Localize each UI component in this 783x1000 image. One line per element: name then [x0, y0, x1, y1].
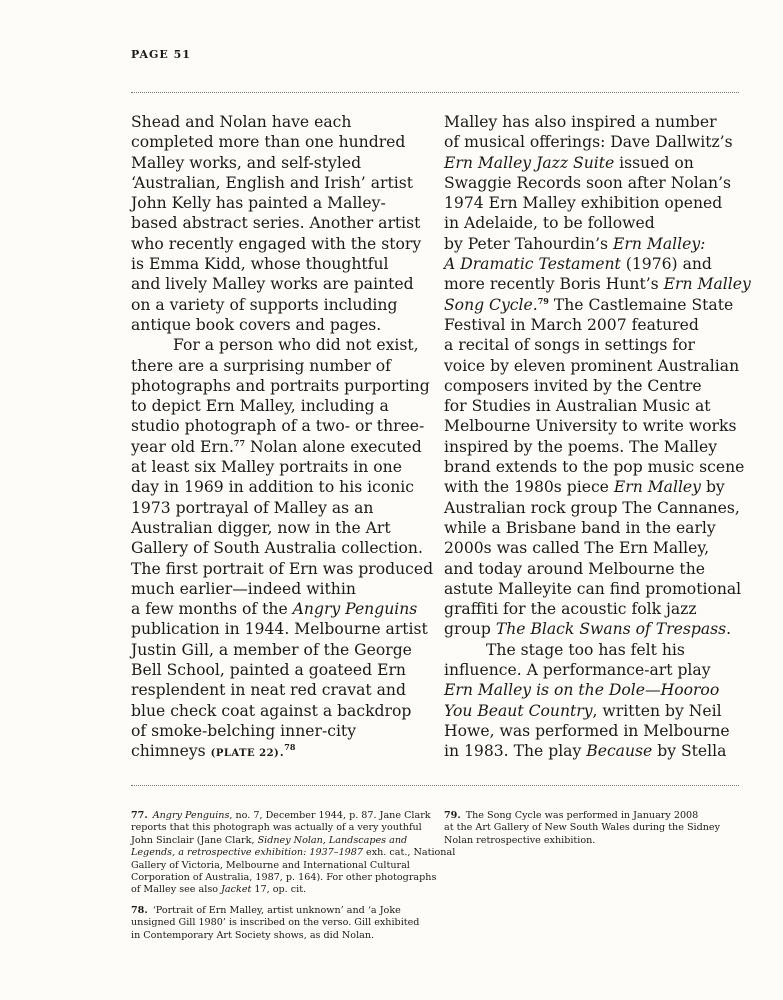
text-line — [131, 884, 421, 896]
line-text: at the Art Gallery of New South Wales during the Sidney — [444, 822, 721, 834]
line-text: Festival in March 2007 featured — [444, 315, 699, 334]
text-line — [131, 579, 411, 599]
text-line — [131, 356, 411, 376]
text-line — [131, 835, 421, 847]
line-text-tail: The Castlemaine State — [548, 295, 734, 314]
line-text: of Malley see also — [131, 884, 222, 896]
italic-title: Sidney Nolan, Landscapes and — [257, 834, 408, 846]
text-line — [131, 680, 411, 700]
line-text: by Peter Tahourdin’s — [444, 234, 614, 253]
text-line — [444, 234, 744, 254]
line-text: voice by eleven prominent Australian — [444, 356, 740, 375]
line-text: Malley works, and self-styled — [131, 153, 362, 172]
text-line — [131, 741, 411, 764]
line-text: a few months of the — [131, 600, 293, 619]
line-text-after: by Stella — [652, 742, 727, 761]
text-line — [444, 173, 744, 193]
text-line — [131, 518, 411, 538]
line-text: ‘Australian, English and Irish’ artist — [131, 173, 413, 192]
line-text: blue check coat against a backdrop — [131, 701, 412, 720]
line-text: based abstract series. Another artist — [131, 214, 421, 233]
line-text: a recital of songs in settings for — [444, 336, 695, 355]
text-line — [131, 234, 422, 254]
line-text: Gallery of Victoria, Melbourne and International Cultural — [131, 859, 410, 871]
line-text-after: . — [279, 742, 285, 761]
line-text: chimneys — [131, 742, 211, 761]
footnote — [444, 810, 744, 847]
line-text: 1973 portrayal of Malley as an — [131, 498, 374, 517]
text-line — [444, 315, 744, 335]
text-line — [131, 193, 411, 213]
text-line — [131, 213, 421, 233]
line-text: Gallery of South Australia collection. — [131, 539, 423, 558]
text-line — [444, 822, 744, 834]
text-line — [131, 905, 421, 917]
text-line — [444, 437, 744, 457]
line-text-after: by — [700, 478, 725, 497]
text-line — [131, 437, 422, 457]
line-text: Bell School, painted a goateed Ern — [131, 661, 406, 680]
plate-reference: (PLATE 22) — [210, 748, 280, 760]
footnote — [131, 905, 421, 942]
page-number: PAGE 51 — [131, 48, 191, 61]
text-line — [444, 810, 744, 822]
line-text-after: issued on — [614, 153, 694, 172]
left-text-column — [131, 112, 434, 765]
text-line — [131, 930, 421, 942]
text-line — [131, 847, 456, 859]
text-line — [131, 810, 431, 822]
text-line — [444, 701, 744, 721]
italic-title: You Beaut Country — [444, 701, 593, 720]
line-text: at least six Malley portraits in one — [131, 458, 402, 477]
text-line — [131, 619, 428, 639]
line-text-tail: Nolan alone executed — [245, 437, 422, 456]
line-text: and today around Melbourne the — [444, 559, 705, 578]
text-line — [444, 498, 744, 518]
text-line — [444, 477, 744, 497]
italic-title: Ern Malley Jazz Suite — [444, 153, 615, 172]
line-text: for Studies in Australian Music at — [444, 397, 711, 416]
text-line — [131, 660, 411, 680]
text-line — [131, 396, 411, 416]
text-line — [131, 701, 411, 721]
italic-title: Angry Penguins — [152, 810, 230, 821]
text-line — [444, 559, 744, 579]
line-text: on a variety of supports including — [131, 295, 398, 314]
line-text: 2000s was called The Ern Malley, — [444, 539, 710, 558]
text-line — [131, 315, 411, 335]
footnote-number: 78. — [131, 904, 148, 916]
text-line — [444, 295, 744, 315]
text-line — [131, 153, 411, 173]
text-line — [444, 335, 744, 355]
line-text: while a Brisbane band in the early — [444, 518, 716, 537]
text-line — [444, 376, 744, 396]
text-line — [131, 822, 421, 834]
line-text: much earlier—indeed within — [131, 579, 356, 598]
text-line — [131, 254, 411, 274]
line-text: Howe, was performed in Melbourne — [444, 721, 730, 740]
header-divider — [131, 92, 739, 93]
text-line — [444, 599, 744, 619]
italic-title: Ern Malley — [613, 478, 701, 497]
italic-title: Because — [586, 742, 653, 761]
line-text: in Adelaide, to be followed — [444, 214, 655, 233]
line-text: to depict Ern Malley, including a — [131, 397, 389, 416]
line-text-after: . — [532, 295, 538, 314]
text-line — [444, 835, 744, 847]
text-line — [131, 335, 419, 355]
italic-title: Ern Malley: — [613, 234, 706, 253]
line-text: of musical offerings: Dave Dallwitz’s — [444, 133, 733, 152]
line-text: brand extends to the pop music scene — [444, 458, 745, 477]
line-text: studio photograph of a two- or three- — [131, 417, 425, 436]
italic-title: The Black Swans of Trespass — [495, 620, 727, 639]
line-text: Nolan retrospective exhibition. — [444, 834, 596, 846]
footnote-divider — [131, 785, 739, 786]
text-line — [131, 721, 411, 741]
footnote-marker: 77 — [233, 437, 246, 448]
line-text: of smoke-belching inner-city — [131, 721, 357, 740]
line-text: group — [444, 620, 496, 639]
text-line — [444, 518, 744, 538]
line-text-after: , written by Neil — [592, 701, 722, 720]
text-line — [444, 193, 744, 213]
line-text: in Contemporary Art Society shows, as did Nolan. — [131, 929, 375, 941]
text-line — [131, 599, 418, 619]
line-text: graffiti for the acoustic folk jazz — [444, 600, 697, 619]
line-text: who recently engaged with the story — [131, 234, 422, 253]
footnote-marker: 78 — [284, 742, 296, 753]
text-line — [444, 396, 744, 416]
line-text: day in 1969 in addition to his iconic — [131, 478, 415, 497]
text-line — [131, 132, 411, 152]
text-line — [444, 274, 751, 294]
text-line — [131, 112, 411, 132]
text-line — [131, 538, 423, 558]
text-line — [444, 579, 744, 599]
line-text: John Sinclair (Jane Clark, — [131, 834, 258, 846]
text-line — [131, 559, 434, 579]
italic-title: Legends, a retrospective exhibition: 1937–1987 — [131, 847, 363, 859]
text-line — [444, 112, 744, 132]
text-line — [444, 254, 744, 274]
line-text: Shead and Nolan have each — [131, 113, 352, 131]
line-text: composers invited by the Centre — [444, 376, 702, 395]
text-line — [444, 153, 744, 173]
footnote-marker: 79 — [537, 295, 549, 306]
text-line — [131, 295, 411, 315]
line-text: is Emma Kidd, whose thoughtful — [131, 255, 389, 274]
text-line — [131, 416, 425, 436]
italic-title: Ern Malley is on the Dole—Hooroo — [444, 681, 720, 700]
text-line — [444, 660, 744, 680]
text-line — [131, 917, 421, 929]
line-text: 1974 Ern Malley exhibition opened — [444, 194, 723, 213]
line-text: there are a surprising number of — [131, 356, 391, 375]
text-line — [131, 640, 411, 660]
text-line — [444, 457, 744, 477]
line-text: astute Malleyite can find promotional — [444, 579, 742, 598]
line-text: influence. A performance-art play — [444, 661, 711, 680]
italic-title: Ern Malley — [663, 275, 751, 294]
line-text: Melbourne University to write works — [444, 417, 737, 436]
line-text: unsigned Gill 1980’ is inscribed on the verso. Gill exhibited — [131, 917, 420, 929]
line-text-after: (1976) and — [620, 255, 712, 274]
italic-title: Angry Penguins — [292, 600, 418, 619]
line-text: in 1983. The play — [444, 742, 587, 761]
line-text-after: , no. 7, December 1944, p. 87. Jane Clark — [229, 810, 431, 821]
line-text: inspired by the poems. The Malley — [444, 437, 718, 456]
line-text: publication in 1944. Melbourne artist — [131, 620, 428, 639]
text-line — [444, 132, 744, 152]
line-text: year old Ern. — [131, 437, 234, 456]
line-text: reports that this photograph was actually of a very youthful — [131, 822, 422, 834]
line-text: John Kelly has painted a Malley- — [131, 194, 386, 213]
text-line — [131, 274, 414, 294]
line-text: The first portrait of Ern was produced — [131, 559, 434, 578]
line-text: Corporation of Australia, 1987, p. 164). For other photographs — [131, 872, 437, 884]
footnote-number: 79. — [444, 810, 461, 821]
text-line — [444, 640, 744, 660]
right-text-column — [444, 112, 751, 762]
italic-title: A Dramatic Testament — [444, 255, 621, 274]
line-text-after: exh. cat., National — [362, 847, 456, 859]
text-line — [131, 872, 437, 884]
text-line — [444, 741, 744, 761]
text-line — [131, 376, 430, 396]
text-line — [131, 477, 415, 497]
line-text: Australian digger, now in the Art — [131, 518, 391, 537]
text-line — [444, 619, 744, 639]
line-text: and lively Malley works are painted — [131, 275, 414, 294]
line-text: antique book covers and pages. — [131, 315, 382, 334]
line-text: The stage too has felt his — [486, 640, 685, 659]
footnotes-right — [444, 810, 744, 855]
text-line — [444, 538, 744, 558]
text-line — [444, 721, 744, 741]
italic-title: Jacket — [221, 884, 252, 896]
line-text: Justin Gill, a member of the George — [131, 640, 412, 659]
line-text: Swaggie Records soon after Nolan’s — [444, 173, 732, 192]
text-line — [131, 457, 411, 477]
line-text: completed more than one hundred — [131, 133, 406, 152]
line-text: photographs and portraits purporting — [131, 376, 430, 395]
text-line — [131, 860, 421, 872]
line-text-after: . — [726, 620, 732, 639]
line-text: more recently Boris Hunt’s — [444, 275, 664, 294]
text-line — [444, 356, 744, 376]
footnote-number: 77. — [131, 810, 148, 821]
text-line — [444, 213, 744, 233]
text-line — [131, 498, 411, 518]
text-line — [131, 173, 411, 193]
italic-title: Song Cycle — [444, 295, 533, 314]
line-text: The Song Cycle was performed in January 2008 — [465, 810, 699, 821]
line-text: Australian rock group The Cannanes, — [444, 498, 740, 517]
line-text: For a person who did not exist, — [173, 336, 419, 355]
text-line — [444, 416, 744, 436]
line-text: Malley has also inspired a number — [444, 113, 717, 131]
line-text: ‘Portrait of Ern Malley, artist unknown’ and ‘a Joke — [152, 904, 401, 916]
line-text: with the 1980s piece — [444, 478, 614, 497]
text-line — [444, 680, 744, 700]
line-text: resplendent in neat red cravat and — [131, 681, 406, 700]
line-text-after: 17, op. cit. — [251, 884, 307, 896]
